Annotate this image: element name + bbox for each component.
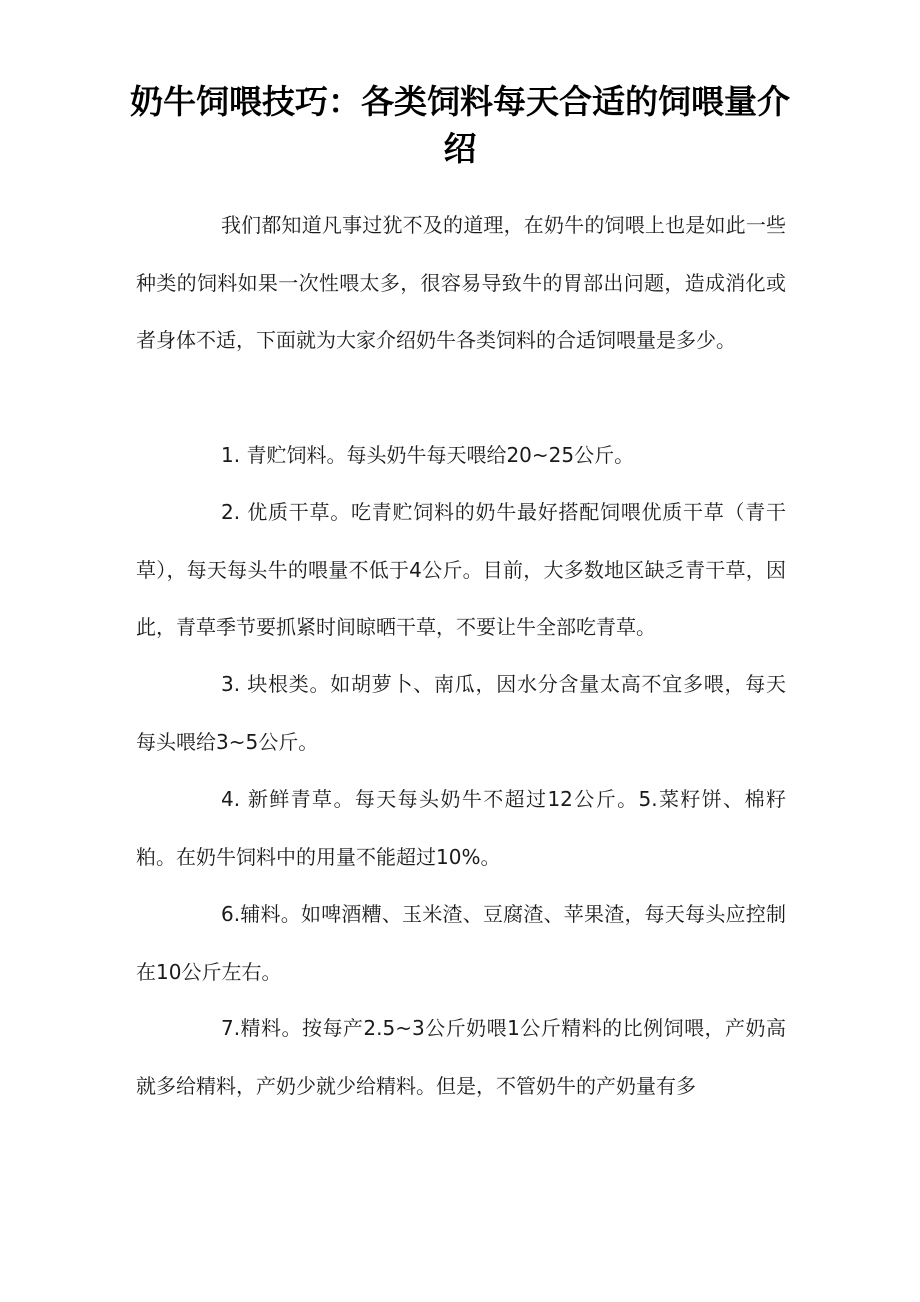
paragraph-silage: 1. 青贮饲料。每头奶牛每天喂给20~25公斤。 [221, 443, 635, 467]
paragraph-hay: 2. 优质干草。吃青贮饲料的奶牛最好搭配饲喂优质干草（青干草），每天每头牛的喂量不低于4公斤。目前，大多数地区缺乏青干草，因此，青草季节要抓紧时间晾晒干草，不要让牛全部吃青草。 [136, 500, 786, 639]
intro-paragraph: 我们都知道凡事过犹不及的道理，在奶牛的饲喂上也是如此一些种类的饲料如果一次性喂太多，很容易导致牛的胃部出问题，造成消化或者身体不适，下面就为大家介绍奶牛各类饲料的合适饲喂量是多少。 [136, 213, 786, 352]
paragraph-concentrate: 7.精料。按每产2.5~3公斤奶喂1公斤精料的比例饲喂，产奶高就多给精料，产奶少就少给精料。但是，不管奶牛的产奶量有多 [136, 1016, 786, 1098]
paragraph-supplements: 6.辅料。如啤酒糟、玉米渣、豆腐渣、苹果渣，每天每头应控制在10公斤左右。 [136, 902, 786, 984]
paragraph-fresh-grass-and-meal: 4. 新鲜青草。每天每头奶牛不超过12公斤。5.菜籽饼、棉籽粕。在奶牛饲料中的用量不能超过10%。 [136, 787, 786, 869]
page-title: 奶牛饲喂技巧：各类饲料每天合适的饲喂量介绍 [130, 82, 790, 168]
paragraph-root-crops: 3. 块根类。如胡萝卜、南瓜，因水分含量太高不宜多喂，每天每头喂给3~5公斤。 [136, 672, 786, 754]
